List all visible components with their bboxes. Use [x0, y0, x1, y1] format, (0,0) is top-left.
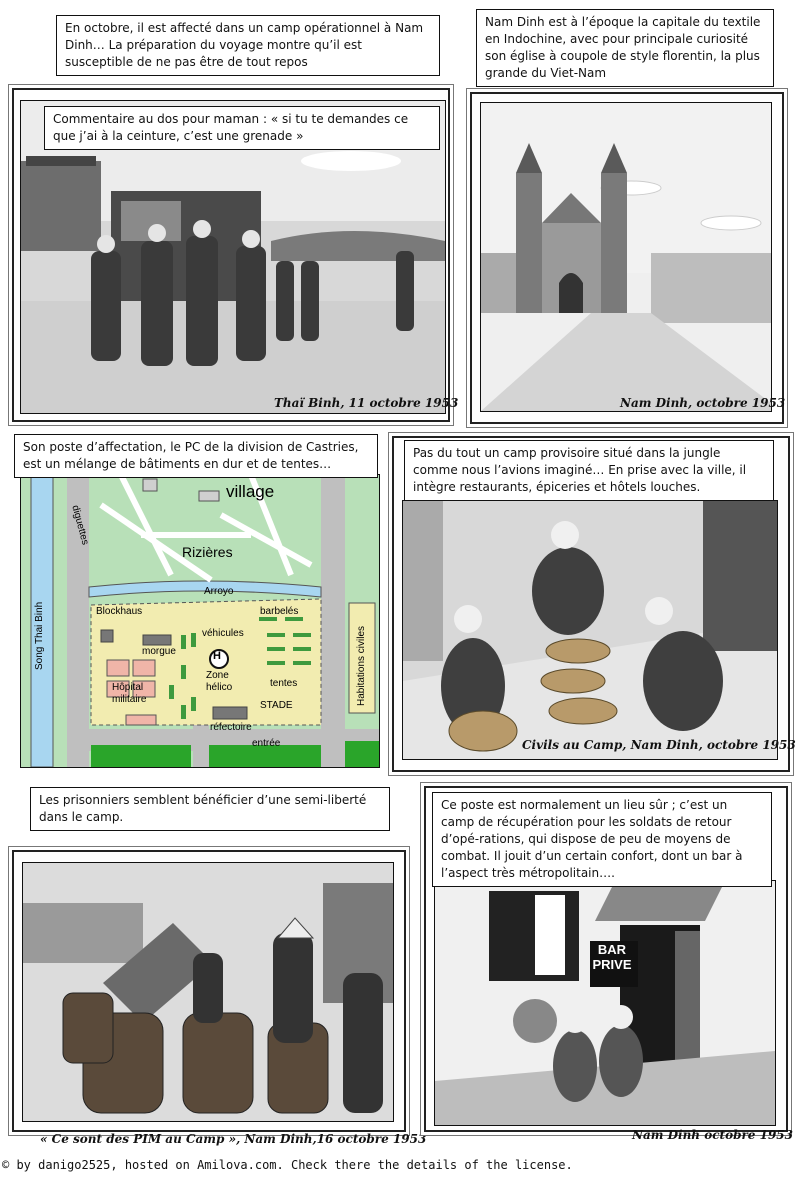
photo-prisoners-barrels: [22, 862, 394, 1122]
map-label-arroyo: Arroyo: [204, 586, 234, 597]
caption-camp-provisoire: Pas du tout un camp provisoire situé dans la jungle comme nous l’avions imaginé… En prise avec la ville, il intègre restaurants, épiceries et hôtels louches.: [404, 440, 774, 501]
photo-church: [480, 102, 772, 412]
map-label-zone: Zone: [206, 670, 229, 681]
photo-bar-prive: [434, 880, 776, 1126]
map-label-tentes: tentes: [270, 678, 298, 689]
map-label-helico: hélico: [206, 682, 233, 693]
map-label-entree: entrée: [252, 738, 281, 749]
legend-pim: « Ce sont des PIM au Camp », Nam Dinh,16 octobre 1953: [40, 1132, 427, 1146]
caption-poste-affectation: Son poste d’affectation, le PC de la division de Castries, est un mélange de bâtiments en dur et de tentes…: [14, 434, 378, 478]
map-label-refectoire: réfectoire: [210, 722, 252, 733]
caption-affectation: En octobre, il est affecté dans un camp opérationnel à Nam Dinh… La préparation du voyage montre qu’il est susceptible de ne pas être de tout repos: [56, 15, 440, 76]
map-label-barbeles: barbelés: [260, 606, 299, 617]
map-label-rizieres: Rizières: [182, 544, 233, 560]
bar-sign-line2: PRIVE: [592, 957, 632, 972]
legend-thai-binh: Thaï Binh, 11 octobre 1953: [274, 396, 459, 410]
map-label-militaire: militaire: [112, 694, 147, 705]
license-footer: © by danigo2525, hosted on Amilova.com. Check there the details of the license.: [2, 1158, 573, 1172]
map-label-song: Song Thai Binh: [34, 601, 45, 670]
bar-sign: [590, 942, 634, 972]
map-labels: [20, 474, 378, 766]
map-label-hopital: Hôpital: [112, 682, 144, 693]
map-label-blockhaus: Blockhaus: [96, 606, 143, 617]
caption-grenade: Commentaire au dos pour maman : « si tu te demandes ce que j’ai à la ceinture, c’est une grenade »: [44, 106, 440, 150]
legend-nam-dinh-church: Nam Dinh, octobre 1953: [620, 396, 786, 410]
legend-civils: Civils au Camp, Nam Dinh, octobre 1953: [522, 738, 796, 752]
map-label-stade: STADE: [260, 700, 293, 711]
map-label-vehicules: véhicules: [202, 628, 244, 639]
caption-nam-dinh-textile: Nam Dinh est à l’époque la capitale du textile en Indochine, avec pour principale curiosité son église à coupole de style florentin, la plus grande du Viet-Nam: [476, 9, 774, 87]
legend-bar: Nam Dinh octobre 1953: [632, 1128, 793, 1142]
map-label-habitations: Habitations civiles: [356, 625, 367, 706]
bar-sign-line1: BAR: [597, 942, 627, 957]
helipad-icon: H: [213, 650, 221, 662]
map-label-village: village: [226, 482, 275, 501]
caption-prisonniers: Les prisonniers semblent bénéficier d’une semi-liberté dans le camp.: [30, 787, 390, 831]
map-label-diguettes: diguettes: [69, 504, 91, 547]
map-label-morgue: morgue: [142, 646, 176, 657]
caption-poste-sur: Ce poste est normalement un lieu sûr ; c’est un camp de récupération pour les soldats de retour d’opé-rations, qui dispose de peu de moyens de combat. Il jouit d’un certain confort, dont un bar à l’aspect très métropolitain….: [432, 792, 772, 887]
photo-civils-market: [402, 500, 778, 760]
